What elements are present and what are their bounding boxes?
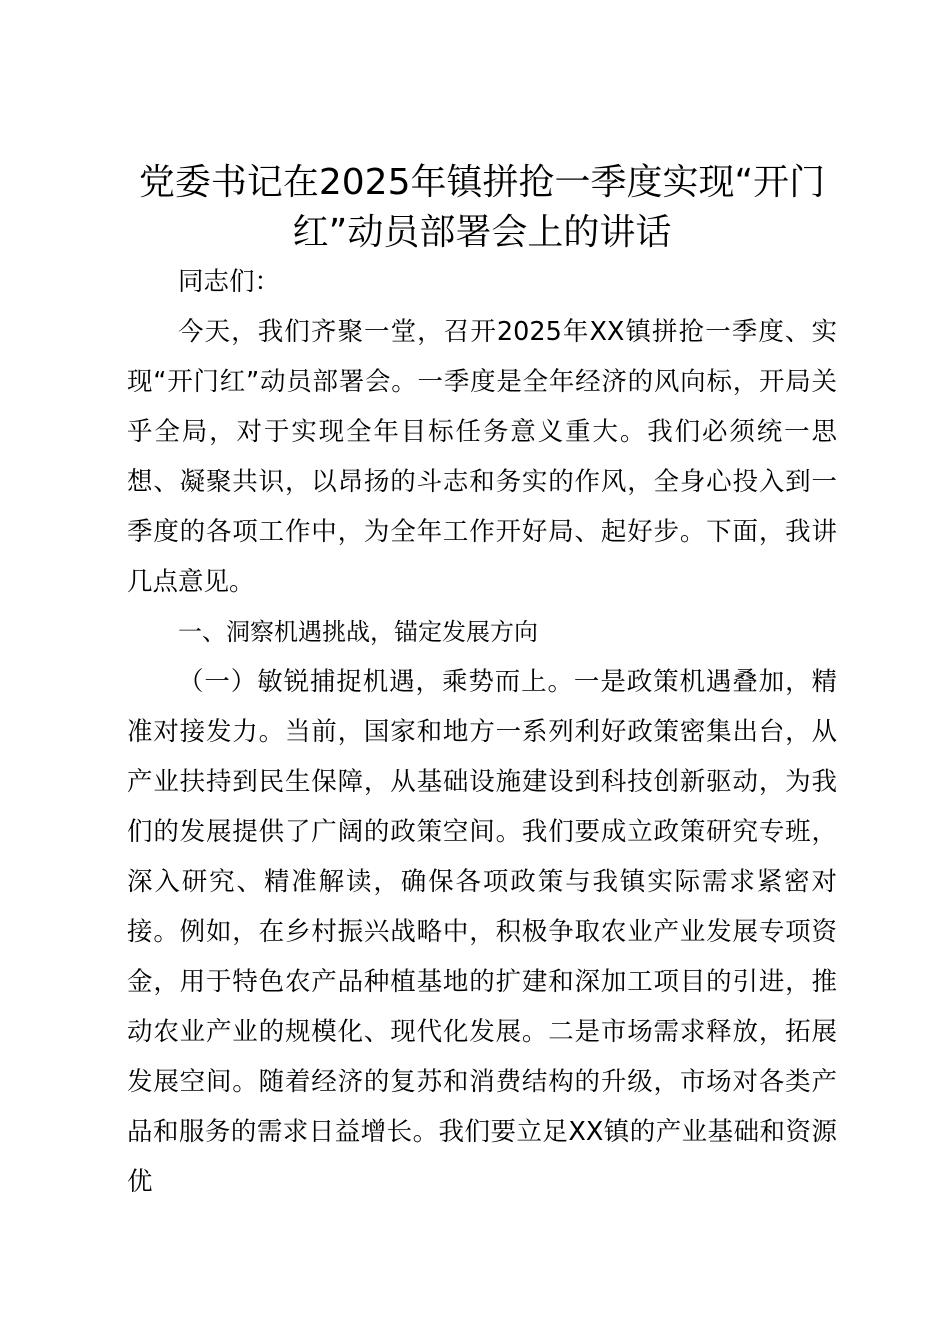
salutation: 同志们： [178,267,281,297]
document-body [127,158,837,1207]
section-heading: 一、洞察机遇挑战，锚定发展方向 [178,618,538,646]
intro-paragraph: 今天，我们齐聚一堂，召开2025年XX镇拼抢一季度、实现“开门红”动员部署会。一季度是全年经济的风向标，开局关乎全局，对于实现全年目标任务意义重大。我们必须统一思想、凝聚共识，以昂扬的斗志和务实的作风，全身心投入到一季度的各项工作中，为全年工作开好局、起好步。下面，我讲几点意见。 [127,317,837,597]
document-title: 党委书记在2025年镇拼抢一季度实现“开门红”动员部署会上的讲话 [138,162,826,253]
section-paragraph: （一）敏锐捕捉机遇，乘势而上。一是政策机遇叠加，精准对接发力。当前，国家和地方一系列利好政策密集出台，从产业扶持到民生保障，从基础设施建设到科技创新驱动，为我们的发展提供了广阔的政策空间。我们要成立政策研究专班，深入研究、精准解读，确保各项政策与我镇实际需求紧密对接。例如，在乡村振兴战略中，积极争取农业产业发展专项资金，用于特色农产品种植基地的扩建和深加工项目的引进，推动农业产业的规模化、现代化发展。二是市场需求释放，拓展发展空间。随着经济的复苏和消费结构的升级，市场对各类产品和服务的需求日益增长。我们要立足XX镇的产业基础和资源优 [127,667,837,1197]
